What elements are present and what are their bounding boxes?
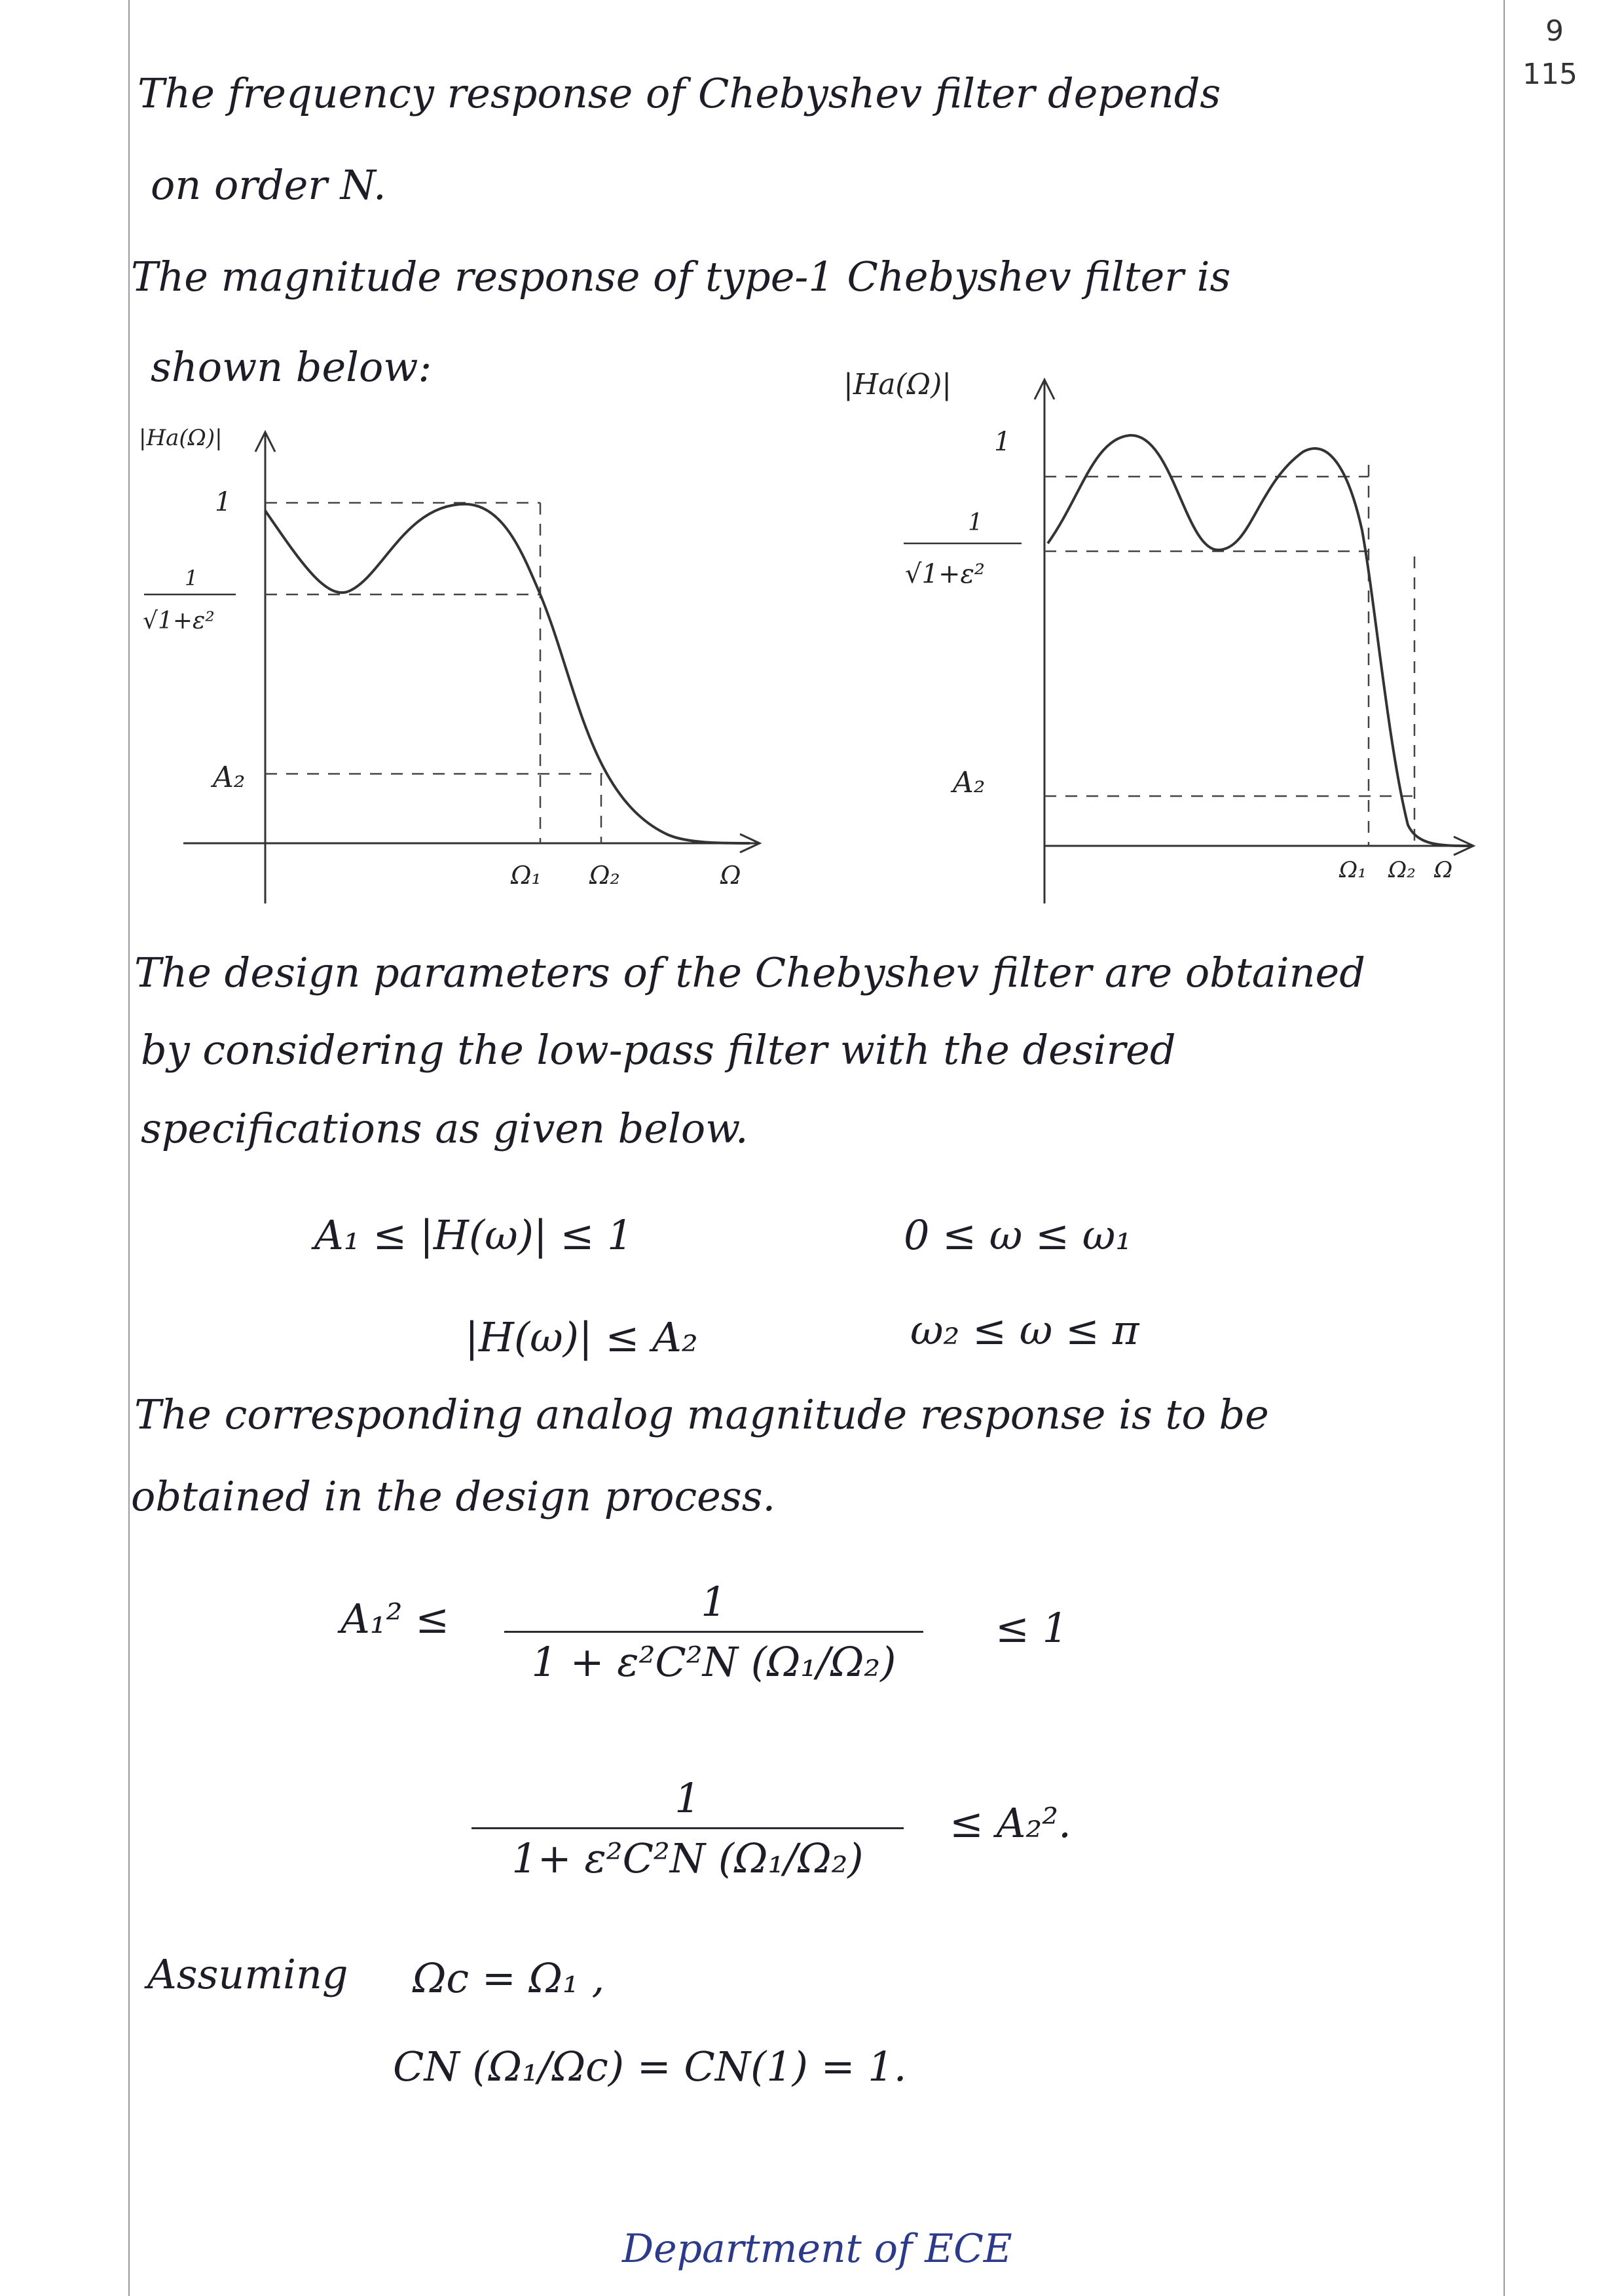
paragraph-3-line-3: specifications as given below. [141,1104,748,1152]
assumption-result: CN (Ω₁/Ωc) = CN(1) = 1. [393,2043,907,2090]
eq2-numerator: 1 [674,1774,701,1822]
spec-1-inequality: A₁ ≤ |H(ω)| ≤ 1 [314,1211,633,1259]
eq1-fraction-bar [504,1631,923,1633]
paragraph-1-line-2: on order N. [151,161,386,209]
paragraph-4-line-1: The corresponding analog magnitude response is to be [134,1391,1269,1438]
right-magnitude-graph [832,354,1500,917]
left-one-label: 1 [215,487,232,517]
paragraph-2-line-1: The magnitude response of type-1 Chebyshev filter is [131,253,1231,301]
right-a2-label: A₂ [953,766,986,799]
right-omega1-label: Ω₁ [1339,857,1367,883]
right-ripple-denominator: √1+ε² [905,559,985,589]
eq1-numerator: 1 [701,1578,727,1626]
paragraph-3-line-1: The design parameters of the Chebyshev filter are obtained [134,949,1365,996]
left-omega2-label: Ω₂ [589,861,620,890]
paragraph-2-line-2: shown below: [151,343,432,391]
paragraph-4-line-2: obtained in the design process. [131,1472,776,1520]
left-ylabel: |Ha(Ω)| [139,425,223,451]
left-magnitude-graph [131,406,799,917]
left-xlabel: Ω [720,861,741,890]
assumption-value: Ωc = Ω₁ , [413,1954,605,2002]
page-number-top: 9 [1545,14,1564,48]
left-omega1-label: Ω₁ [511,861,542,890]
left-ripple-numerator: 1 [185,566,198,591]
right-omega2-label: Ω₂ [1388,857,1416,883]
page-number-bottom: 115 [1522,58,1578,91]
right-one-label: 1 [994,427,1011,457]
left-ripple-denominator: √1+ε² [143,608,215,634]
paragraph-1-line-1: The frequency response of Chebyshev filter depends [138,69,1221,117]
right-ylabel: |Ha(Ω)| [843,368,952,401]
eq1-denominator: 1 + ε²C²N (Ω₁/Ω₂) [531,1638,896,1686]
eq1-fraction [504,1578,923,1686]
eq2-fraction [471,1774,904,1882]
spec-2-inequality: |H(ω)| ≤ A₂ [465,1313,698,1361]
paragraph-3-line-2: by considering the low-pass filter with the desired [141,1026,1176,1074]
right-margin-line [1504,0,1505,2296]
spec-1-range: 0 ≤ ω ≤ ω₁ [904,1211,1132,1259]
spec-2-range: ω₂ ≤ ω ≤ π [910,1306,1139,1354]
eq2-fraction-bar [471,1827,904,1829]
right-ripple-numerator: 1 [968,509,983,536]
eq1-rhs: ≤ 1 [995,1604,1069,1652]
footer-department: Department of ECE [622,2226,1012,2272]
left-a2-label: A₂ [213,761,246,794]
left-response-curve [265,504,750,843]
right-xlabel: Ω [1434,857,1453,883]
eq2-rhs: ≤ A₂². [950,1799,1071,1847]
assumption-label: Assuming [147,1950,348,1998]
right-response-curve [1048,435,1470,846]
eq2-denominator: 1+ ε²C²N (Ω₁/Ω₂) [511,1834,864,1882]
left-margin-line [128,0,130,2296]
eq1-lhs: A₁² ≤ [341,1595,450,1643]
